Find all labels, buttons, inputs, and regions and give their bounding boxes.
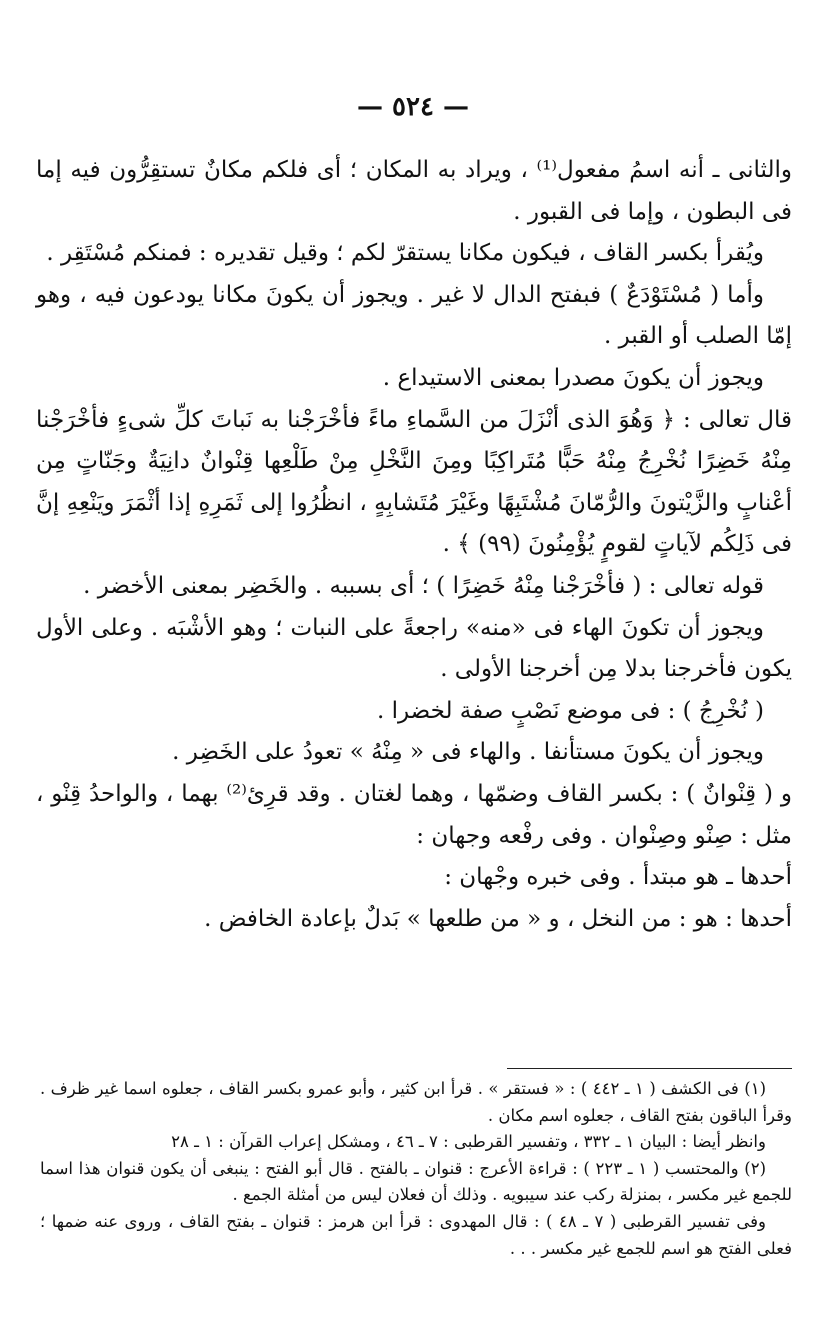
paragraph: ويجوز أن يكونَ مصدرا بمعنى الاستيداع .: [382, 364, 764, 391]
page-number: — ٥٢٤ —: [356, 92, 470, 122]
paragraph: ويُقرأ بكسر القاف ، فيكون مكانا يستقرّ لكم ؛ وقيل تقديره : فمنكم مُسْتَقِر .: [46, 240, 764, 267]
quran-verse-paragraph: قال تعالى : ﴿ وَهُوَ الذى أنْزَلَ من السَّماءِ ماءً فأخْرَجْنا به نَباتَ كلِّ شىءٍ فأخْرَجْنا مِنْهُ خَضِرًا نُخْرِجُ مِنْهُ حَبًّا مُتَراكِبًا ومِنَ النَّخْلِ مِنْ طَلْعِها قِنْوانٌ دانِيَةٌ وجَنّاتٍ مِن أعْنابٍ والزَّيْتونَ والرُّمّانَ مُشْتَبِهًا وغَيْرَ مُتَشابِهٍ ، انظُرُوا إلى ثَمَرِهِ إذا أثْمَرَ ويَنْعِهِ إنَّ فى ذَلِكُم لآياتٍ لقومٍ يُؤْمِنُونَ (٩٩) ﴾ .: [36, 406, 792, 558]
paragraph: وأما ( مُسْتَوْدَعٌ ) فبفتح الدال لا غير . ويجوز أن يكونَ مكانا يودعون فيه ، وهو إمّا الصلب أو القبر .: [36, 281, 792, 350]
footnote: وانظر أيضا : البيان ١ ـ ٣٣٢ ، وتفسير القرطبى : ٧ ـ ٤٦ ، ومشكل إعراب القرآن : ١ ـ ٢٨: [171, 1132, 766, 1152]
paragraph: ويجوز أن يكونَ مستأنفا . والهاء فى « مِنْهُ » تعودُ على الخَضِر .: [172, 739, 764, 766]
paragraph: و ( قِنْوانٌ ) : بكسر القاف وضمّها ، وهما لغتان . وقد قرِئ⁽²⁾ بهما ، والواحدُ قِنْو ، مثل : صِنْو وصِنْوان . وفى رفْعه وجهان :: [36, 780, 792, 849]
main-text: [36, 150, 792, 940]
footnote: وفى تفسير القرطبى ( ٧ ـ ٤٨ ) : قال المهدوى : قرأ ابن هرمز : قنوان ـ بفتح القاف ، وروى عنه ضمها ؛ فعلى الفتح هو اسم للجمع غير مكسر . . .: [40, 1211, 792, 1258]
footnote: (٢) والمحتسب ( ١ ـ ٢٢٣ ) : قراءة الأعرج : قنوان ـ بالفتح . قال أبو الفتح : ينبغى أن يكون قنوان هذا اسما للجمع غير مكسر ، بمنزلة ركب عند سيبويه . وذلك أن فعلان ليس من أمثلة الجمع .: [40, 1158, 792, 1205]
footnote-divider: [507, 1068, 792, 1069]
paragraph: والثانى ـ أنه اسمُ مفعول⁽¹⁾ ، ويراد به المكان ؛ أى فلكم مكانٌ تستقِرُّون فيه إما فى البطون ، وإما فى القبور .: [36, 157, 792, 225]
paragraph: ويجوز أن تكونَ الهاء فى «منه» راجعةً على النبات ؛ وهو الأشْبَه . وعلى الأول يكون فأخرجنا بدلا مِن أخرجنا الأولى .: [36, 614, 792, 683]
paragraph: ( نُخْرِجُ ) : فى موضع نَصْبٍ صفة لخضرا .: [376, 697, 764, 724]
paragraph: أحدها : هو : من النخل ، و « من طلعها » بَدلٌ بإعادة الخافض .: [204, 905, 792, 932]
footnote: (١) فى الكشف ( ١ ـ ٤٤٢ ) : « فستقر » . قرأ ابن كثير ، وأبو عمرو بكسر القاف ، جعلوه اسما غير ظرف . وقرأ الباقون بفتح القاف ، جعلوه اسم مكان .: [40, 1079, 792, 1125]
paragraph: قوله تعالى : ( فأخْرَجْنا مِنْهُ خَضِرًا ) ؛ أى بسببه . والخَضِر بمعنى الأخضر .: [83, 572, 764, 599]
footnotes: [40, 1076, 792, 1262]
paragraph: أحدها ـ هو مبتدأ . وفى خبره وجْهان :: [444, 864, 792, 891]
